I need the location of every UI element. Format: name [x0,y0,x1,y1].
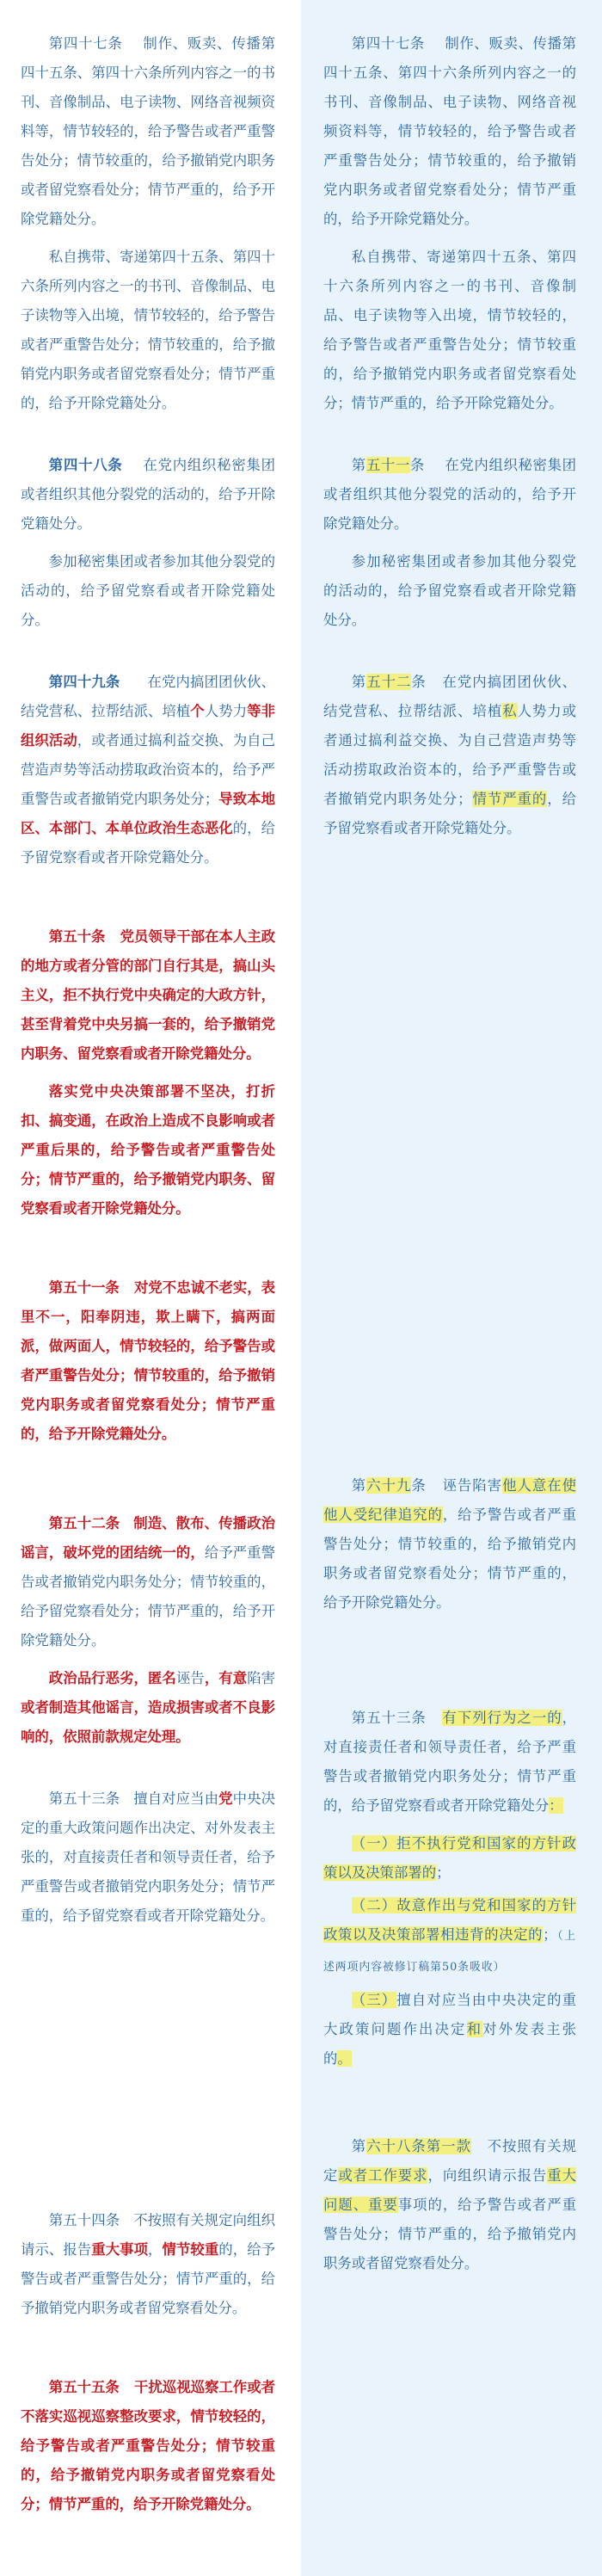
article-paragraph: 第六十九条 诬告陷害他人意在使他人受纪律追究的，给予警告或者严重警告处分；情节较重的，给予撤销党内职务或者留党察看处分；情节严重的，给予开除党籍处分。 [323,1477,577,1611]
article-title: 第五十三条 [351,1710,427,1726]
article-title: 第五十一条 [351,457,425,473]
article-53-revised [21,1784,275,1931]
article-47-original [323,29,576,418]
article-paragraph: 参加秘密集团或者参加其他分裂党的活动的，给予留党察看或者开除党籍处分。 [323,553,576,628]
article-55-revised [21,2373,275,2519]
article-title: 第四十七条 [48,35,123,52]
article-title: 第五十二条 [48,1515,120,1531]
article-paragraph: 第五十一条 对党不忠诚不老实，表里不一，阳奉阴违，欺上瞒下，搞两面派，做两面人，情节较轻的，给予警告或者严重警告处分；情节较重的，给予撤销党内职务或者留党察看处分；情节严重的，给予开除党籍处分。 [21,1279,276,1442]
article-title: 第五十条 [48,928,106,945]
article-paragraph: 第四十七条 制作、贩卖、传播第四十五条、第四十六条所列内容之一的书刊、音像制品、电子读物、网络音视频资料等，情节较轻的，给予警告或者严重警告处分；情节较重的，给予撤销党内职务或者留党察看处分；情节严重的，给予开除党籍处分。 [323,35,576,227]
article-paragraph: 私自携带、寄递第四十五条、第四十六条所列内容之一的书刊、音像制品、电子读物等入出境，情节较轻的，给予警告或者严重警告处分；情节较重的，给予撤销党内职务或者留党察看处分；情节严重的，给予开除党籍处分。 [21,249,275,411]
article-title: 第四十七条 [351,35,425,52]
article-title: 第四十八条 [48,457,123,473]
article-48-revised [21,451,275,635]
article-paragraph: 第五十一条 在党内组织秘密集团或者组织其他分裂党的活动的，给予开除党籍处分。 [323,457,576,532]
article-53-original [323,1704,576,2074]
article-title: 第五十五条 [48,2379,120,2395]
revision-note: （上述两项内容被修订稿第50条吸收） [323,1930,576,1974]
article-paragraph: 第五十三条 有下列行为之一的，对直接责任者和领导责任者，给予严重警告或者撤销党内职务处分；情节严重的，给予留党察看或者开除党籍处分： [323,1710,576,1814]
article-52-original [323,668,576,843]
article-title: 第四十九条 [48,674,120,690]
article-47-revised [21,29,275,418]
article-paragraph: 第四十九条 在党内搞团团伙伙、结党营私、拉帮结派、培植个人势力等非组织活动，或者通过搞利益交换、为自己营造声势等活动捞取政治资本的，给予严重警告或者撤销党内职务处分；导致本地区、本部门、本单位政治生态恶化的，给予留党察看或者开除党籍处分。 [21,674,276,866]
article-51-original [323,451,576,635]
article-49-revised [21,668,275,872]
article-paragraph: 第五十二条 制造、散布、传播政治谣言，破坏党的团结统一的，给予严重警告或者撤销党内职务处分；情节较重的，给予留党察看处分；情节严重的，给予开除党籍处分。 [21,1515,276,1649]
article-52-revised [21,1509,275,1752]
article-paragraph: 第五十条 党员领导干部在本人主政的地方或者分管的部门自行其是，搞山头主义，拒不执行党中央确定的大政方针，甚至背着党中央另搞一套的，给予撤销党内职务、留党察看或者开除党籍处分。 [21,928,276,1062]
article-paragraph: 参加秘密集团或者参加其他分裂党的活动的，给予留党察看或者开除党籍处分。 [21,553,275,628]
list-item: （一）拒不执行党和国家的方针政策以及决策部署的； [323,1835,576,1881]
article-paragraph: 第五十五条 干扰巡视巡察工作或者不落实巡视巡察整改要求，情节较轻的，给予警告或者严重警告处分；情节较重的，给予撤销党内职务或者留党察看处分；情节严重的，给予开除党籍处分。 [21,2379,276,2512]
article-paragraph: 私自携带、寄递第四十五条、第四十六条所列内容之一的书刊、音像制品、电子读物等入出境，情节较轻的，给予警告或者严重警告处分；情节较重的，给予撤销党内职务或者留党察看处分；情节严重的，给予开除党籍处分。 [323,249,576,411]
list-item: （三）擅自对应当由中央决定的重大政策问题作出决定和对外发表主张的。 [323,1992,577,2067]
article-paragraph: 第五十四条 不按照有关规定向组织请示、报告重大事项，情节较重的，给予警告或者严重警告处分；情节严重的，给予撤销党内职务或者留党察看处分。 [21,2212,276,2316]
article-title: 第五十三条 [48,1790,120,1807]
article-50-revised [21,922,275,1223]
article-title: 第五十四条 [48,2212,120,2228]
article-title: 第六十八条第一款 [351,2138,471,2154]
list-item: （二）故意作出与党和国家的方针政策以及决策部署相违背的决定的；（上述两项内容被修订稿第50条吸收） [323,1897,576,1974]
article-54-revised [21,2206,275,2323]
article-68-original [323,2132,576,2278]
article-paragraph: 第五十二条 在党内搞团团伙伙、结党营私、拉帮结派、培植私人势力或者通过搞利益交换、为自己营造声势等活动捞取政治资本的，给予严重警告或者撤销党内职务处分；情节严重的，给予留党察看或者开除党籍处分。 [323,674,577,836]
article-paragraph: 第五十三条 擅自对应当由党中央决定的重大政策问题作出决定、对外发表主张的，对直接责任者和领导责任者，给予严重警告或者撤销党内职务处分；情节严重的，给予留党察看或者开除党籍处分。 [21,1790,276,1924]
article-paragraph: 第四十七条 制作、贩卖、传播第四十五条、第四十六条所列内容之一的书刊、音像制品、电子读物、网络音视频资料等，情节较轻的，给予警告或者严重警告处分；情节较重的，给予撤销党内职务或者留党察看处分；情节严重的，给予开除党籍处分。 [21,35,276,227]
article-69-original [323,1471,576,1618]
article-paragraph: 第六十八条第一款 不按照有关规定或者工作要求，向组织请示报告重大问题、重要事项的，给予警告或者严重警告处分；情节严重的，给予撤销党内职务或者留党察看处分。 [323,2138,577,2271]
article-51-revised [21,1273,275,1449]
original-column [301,0,602,2576]
article-title: 第五十二条 [351,674,427,690]
article-title: 第六十九条 [351,1477,427,1494]
article-paragraph: 落实党中央决策部署不坚决，打折扣、搞变通，在政治上造成不良影响或者严重后果的，给予警告或者严重警告处分；情节严重的，给予撤销党内职务、留党察看或者开除党籍处分。 [21,1083,275,1217]
article-paragraph: 第四十八条 在党内组织秘密集团或者组织其他分裂党的活动的，给予开除党籍处分。 [21,457,276,532]
article-title: 第五十一条 [48,1279,120,1296]
article-paragraph: 政治品行恶劣，匿名诬告，有意陷害或者制造其他谣言，造成损害或者不良影响的，依照前款规定处理。 [21,1670,276,1745]
